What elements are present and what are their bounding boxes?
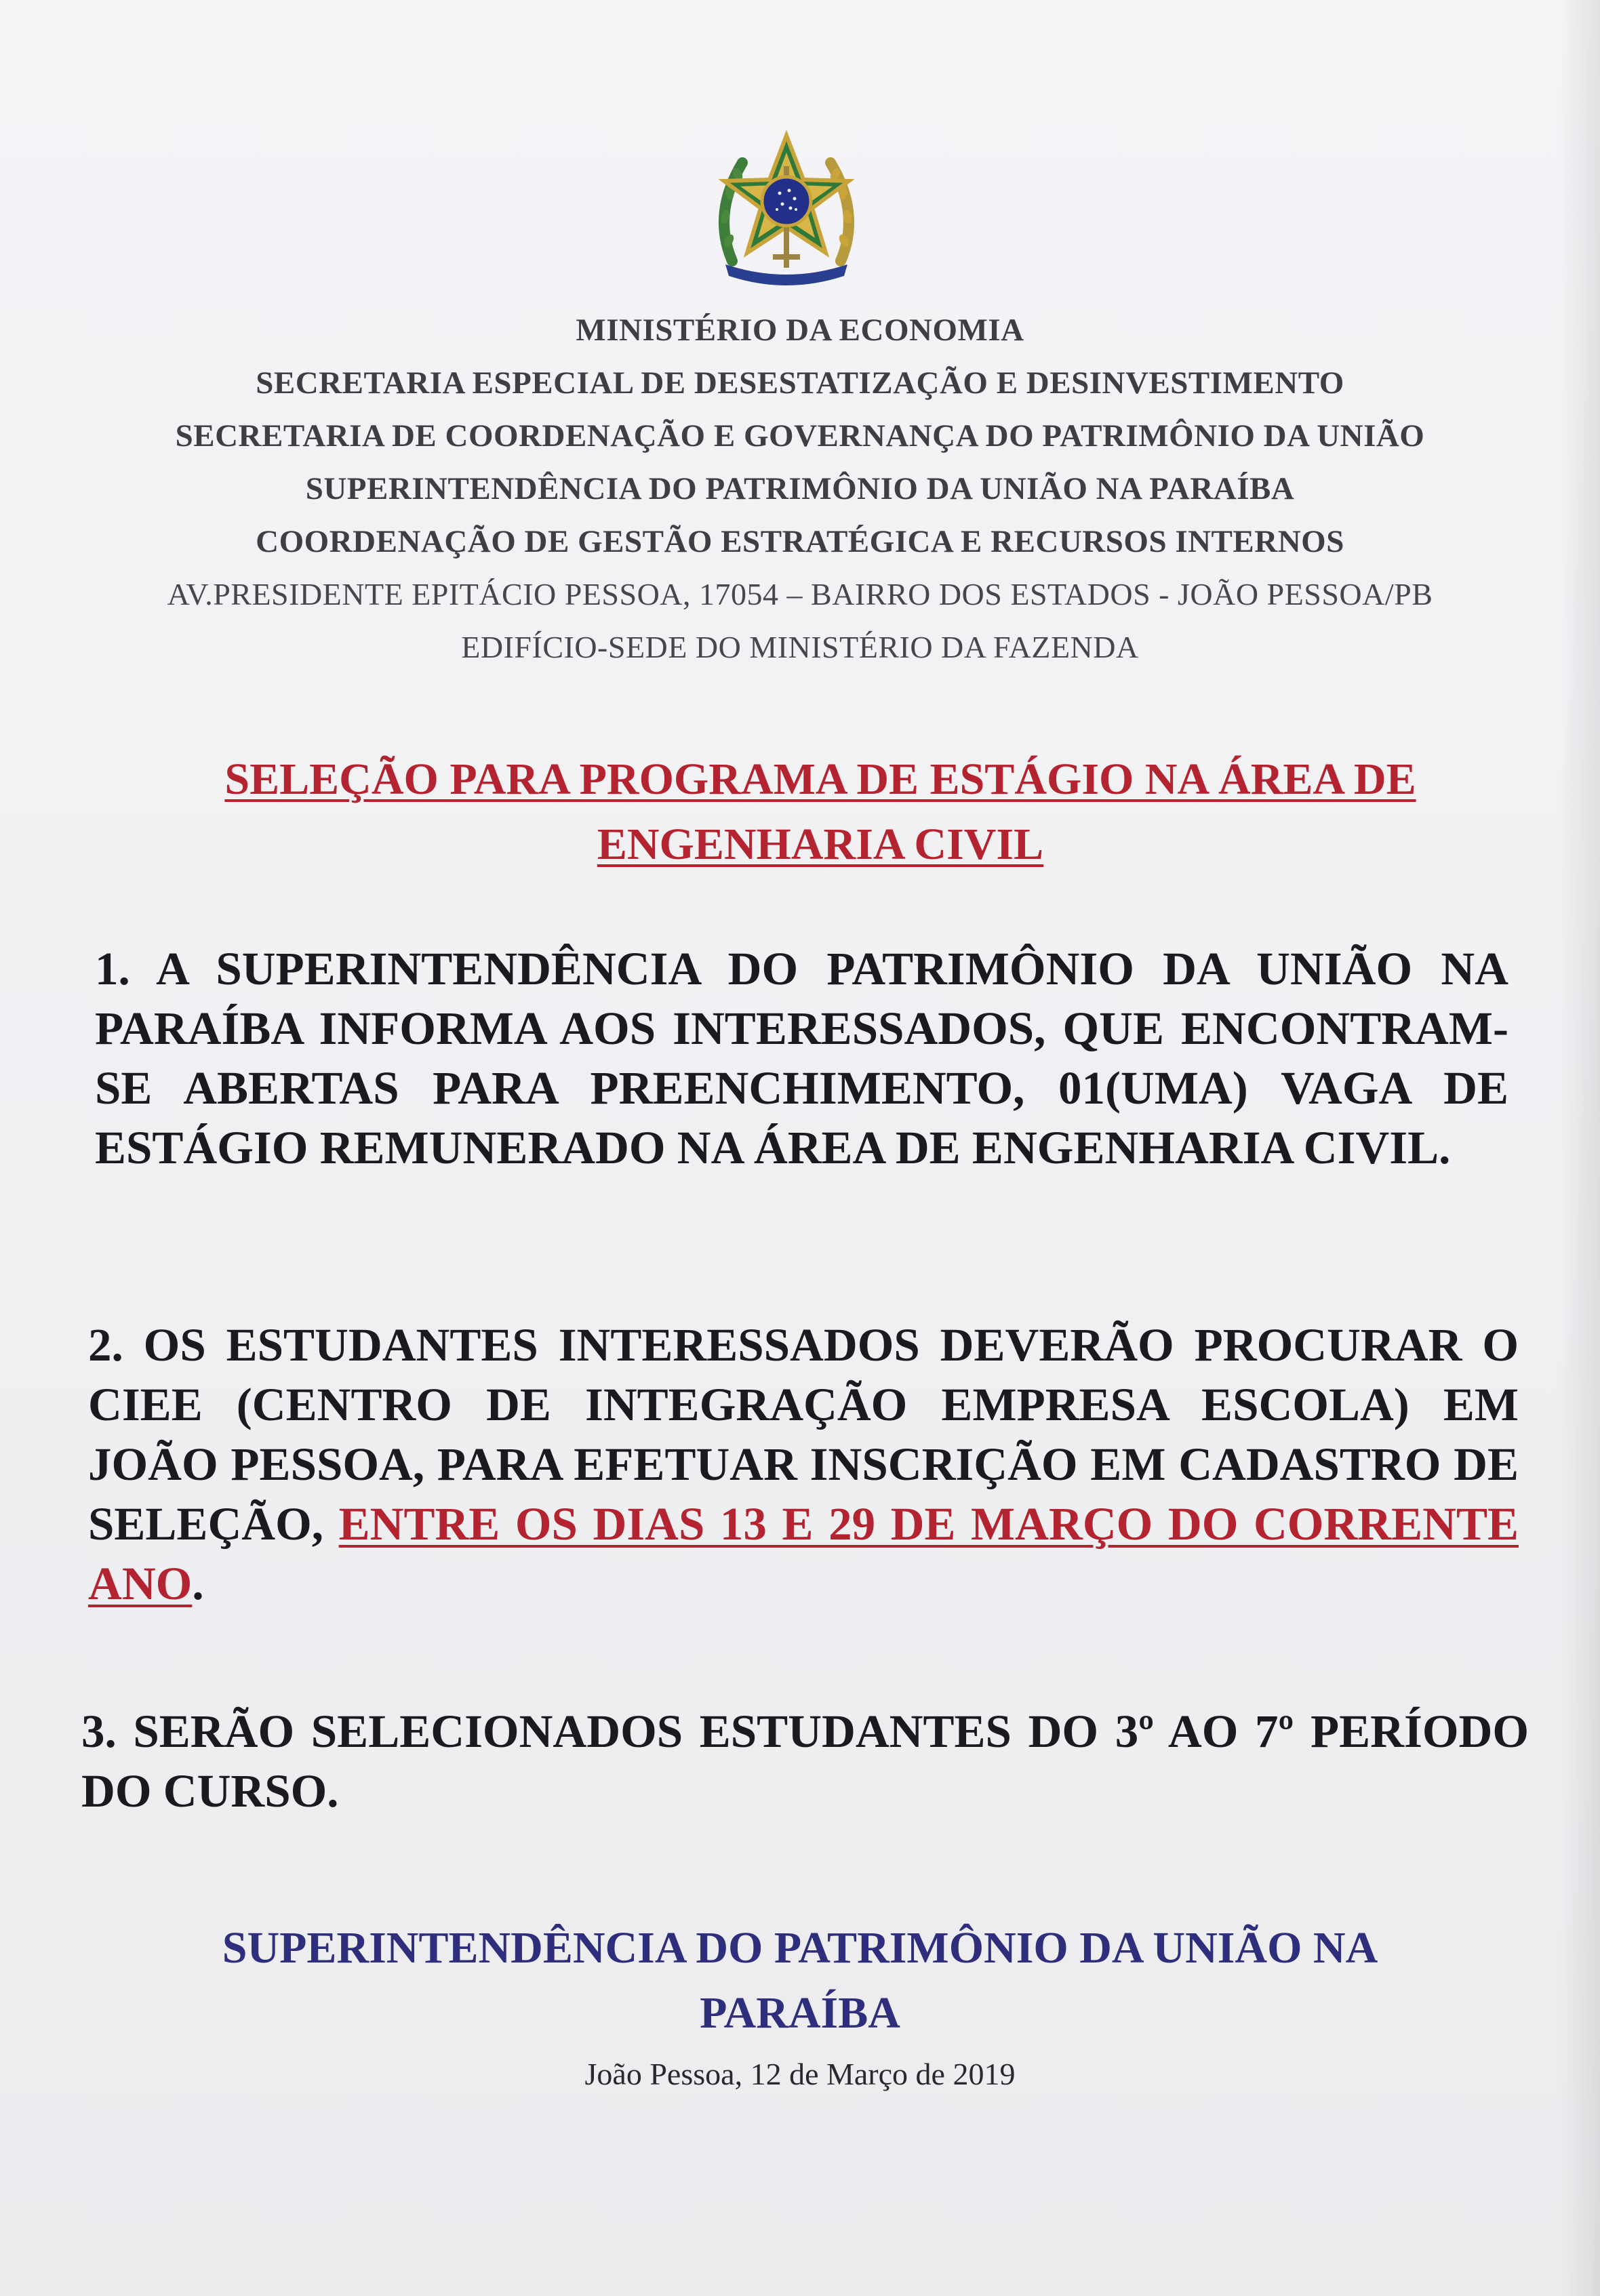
header-address: AV.PRESIDENTE EPITÁCIO PESSOA, 17054 – BAIRRO DOS ESTADOS - JOÃO PESSOA/PB: [167, 577, 1433, 611]
header-block: [41, 304, 1559, 674]
header-ministry: MINISTÉRIO DA ECONOMIA: [576, 313, 1024, 348]
header-coordenacao-gestao: COORDENAÇÃO DE GESTÃO ESTRATÉGICA E RECURSOS INTERNOS: [256, 524, 1344, 559]
signature-block: [108, 1916, 1492, 2046]
notice-item-2-text: 2. OS ESTUDANTES INTERESSADOS DEVERÃO PROCURAR O CIEE (CENTRO DE INTEGRAÇÃO EMPRESA ESCOLA) EM JOÃO PESSOA, PARA EFETUAR INSCRIÇÃO EM CADASTRO DE SELEÇÃO,: [88, 1319, 1519, 1550]
signature-line-2: PARAÍBA: [700, 1988, 900, 2038]
notice-item-2: [88, 1315, 1519, 1613]
title-line-2: ENGENHARIA CIVIL: [597, 820, 1044, 869]
header-superintendencia: SUPERINTENDÊNCIA DO PATRIMÔNIO DA UNIÃO NA PARAÍBA: [305, 471, 1295, 506]
page-edge-shadow: [1559, 0, 1600, 2296]
notice-item-3: 3. SERÃO SELECIONADOS ESTUDANTES DO 3º AO 7º PERÍODO DO CURSO.: [81, 1706, 1529, 1817]
document-date: João Pessoa, 12 de Março de 2019: [584, 2057, 1016, 2091]
brazil-coat-of-arms-icon: [705, 125, 868, 288]
header-secretaria-coordenacao: SECRETARIA DE COORDENAÇÃO E GOVERNANÇA DO PATRIMÔNIO DA UNIÃO: [175, 418, 1425, 454]
signature-line-1: SUPERINTENDÊNCIA DO PATRIMÔNIO DA UNIÃO NA: [222, 1923, 1378, 1973]
header-building: EDIFÍCIO-SEDE DO MINISTÉRIO DA FAZENDA: [461, 630, 1139, 664]
notice-item-2-end: .: [192, 1558, 204, 1609]
title-line-1: SELEÇÃO PARA PROGRAMA DE ESTÁGIO NA ÁREA DE: [224, 754, 1416, 804]
notice-item-2-dates: ENTRE OS DIAS 13 E 29 DE MARÇO DO CORRENTE ANO: [88, 1498, 1519, 1609]
notice-item-1: 1. A SUPERINTENDÊNCIA DO PATRIMÔNIO DA UNIÃO NA PARAÍBA INFORMA AOS INTERESSADOS, QUE ENCONTRAM-SE ABERTAS PARA PREENCHIMENTO, 01(UMA) VAGA DE ESTÁGIO REMUNERADO NA ÁREA DE ENGENHARIA CIVIL.: [95, 943, 1508, 1173]
document-title: [136, 747, 1505, 877]
header-secretaria-especial: SECRETARIA ESPECIAL DE DESESTATIZAÇÃO E DESINVESTIMENTO: [256, 365, 1344, 401]
